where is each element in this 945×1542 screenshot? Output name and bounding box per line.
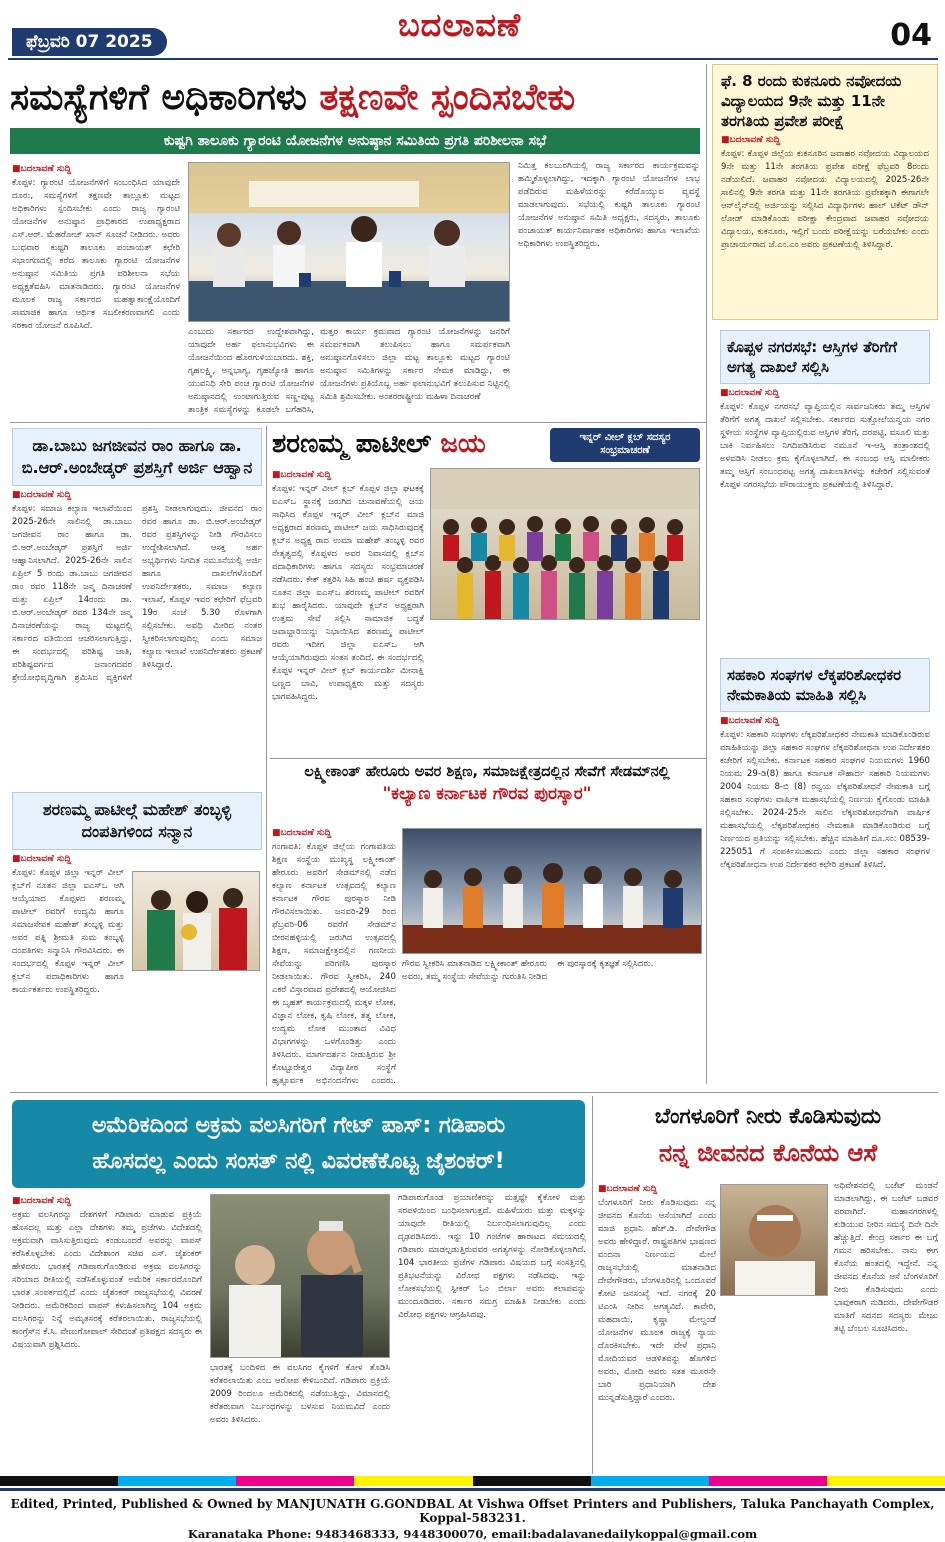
row-divider — [10, 1092, 938, 1093]
print-color-bar — [0, 1476, 945, 1486]
byline: ■ ಬದಲಾವಣೆ ಸುದ್ದಿ — [720, 388, 930, 398]
article-body: ಕೊಪ್ಪಳ: ಕೊಪ್ಪಳ ಜಿಲ್ಲೆಯ ಕುಕನೂರಿನ ಜವಾಹರ ನವೋದಯ ವಿದ್ಯಾಲಯದ 9ನೇ ಮತ್ತು 11ನೇ ತರಗತಿಯ ಪ್ರವೇಶ ಪರೀಕ್ಷೆ ಫೆಬ್ರವರಿ 8ರಂದು ನಡೆಯಲಿದೆ. ಜವಾಹರ ನವೋದಯ ವಿದ್ಯಾಲಯದಲ್ಲಿ 2025-26ನೇ ಸಾಲಿನಲ್ಲಿ 9ನೇ ತರಗತಿ ಮತ್ತು 11ನೇ ತರಗತಿಯ ಪ್ರವೇಶಕ್ಕಾಗಿ ಈಗಾಗಲೇ ಆನ್‌ಲೈನ್‌ನಲ್ಲಿ ಅರ್ಜಿಯನ್ನು ಸಲ್ಲಿಸಿದ ವಿದ್ಯಾರ್ಥಿಗಳು ಹಾಲ್ ಟಿಕೆಟ್ ಡೌನ್ ಲೋಡ್ ಮಾಡಿಕೊಂಡು ಪರೀಕ್ಷಾ ಕೇಂದ್ರವಾದ ಜವಾಹರ ನವೋದಯ ವಿದ್ಯಾಲಯ, ಕುಕನೂರು, ಇಲ್ಲಿಗೆ ಬಂದು ಪರೀಕ್ಷೆಯನ್ನು ಬರೆಯಬೇಕು ಎಂದು ಪ್ರಾಚಾರ್ಯರಾದ ಜೆ.ಎಂ.ಎಂ ಅವರು ಪ್ರಕಟಣೆಯಲ್ಲಿ ತಿಳಿಸಿದ್ದಾರೆ. — [721, 149, 929, 250]
navodaya-exam-article — [712, 64, 938, 320]
deportation-column-1 — [12, 1192, 202, 1474]
article-headline: ಡಾ.ಬಾಬು ಜಗಜೀವನ ರಾಂ ಹಾಗೂ ಡಾ. ಬಿ.ಆರ್.ಅಂಬೇಡ್ಕರ್ ಪ್ರಶಸ್ತಿಗೆ ಅರ್ಜಿ ಆಹ್ವಾನ — [12, 428, 262, 486]
byline: ■ ಬದಲಾವಣೆ ಸುದ್ದಿ — [12, 1196, 202, 1206]
water-headline-part-b: ನನ್ನ ಜೀವನದ ಕೊನೆಯ ಆಸೆ — [658, 1139, 878, 1167]
meeting-photo-illustration — [189, 163, 510, 322]
article-body: ಅಧಿವೇಶನದಲ್ಲಿ ಬಜೆಟ್ ಮಂಡನೆ ಮಾಡಲಾಗಿದ್ದು, ಈ ಬಜೆಟ್ ಬಡವರ ಪರವಾಗಿದೆ. ಮಹಾನಗರಗಳಲ್ಲಿ ಕುಡಿಯುವ ನೀರಿನ ಸಮಸ್ಯೆ ದಿನೇ ದಿನೇ ಹೆಚ್ಚುತ್ತಿದೆ. ಕೇಂದ್ರ ಸರ್ಕಾರ ಈ ಬಗ್ಗೆ ಗಮನ ಹರಿಸಬೇಕು. ನಾನು ಈಗ ಕೊನೆಯ ಹಂತದಲ್ಲಿ ಇದ್ದೇನೆ. ನನ್ನ ಜೀವನದ ಕೊನೆಯ ಆಸೆ ಬೆಂಗಳೂರಿಗೆ ನೀರು ಕೊಡಿಸುವುದು ಎಂದು ಭಾವುಕರಾಗಿ ನುಡಿದರು. ದೇವೇಗೌಡರ ಮಾತಿಗೆ ಸದನದ ಸದಸ್ಯರು ಮೇಜು ತಟ್ಟಿ ಬೆಂಬಲ ಸೂಚಿಸಿದರು. — [834, 1181, 938, 1334]
deportation-headline-part-b: ಹೊಸದಲ್ಲ ಎಂದು ಸಂಸತ್ ನಲ್ಲಿ ವಿವರಣೆಕೊಟ್ಟ ಜೈಶಂಕರ್! — [92, 1149, 505, 1174]
imprint-line-1: Edited, Printed, Published & Owned by MANJUNATH G.GONDBAL At Vishwa Offset Printers and Publishers, Taluka Panchayath Complex, Koppal-583231. — [10, 1497, 935, 1525]
article-body: ಗಡಿಪಾರುಗೊಂಡ ಪ್ರಯಾಣಿಕರನ್ನು ಮತ್ತಷ್ಟೇ ಕೈಕೋಳ ಮತ್ತು ಸರಪಳಿಯಿಂದ ಬಂಧಿಸಲಾಗುತ್ತದೆ. ಮಹಿಳೆಯರು ಮತ್ತು ಮಕ್ಕಳನ್ನು ಯಾವುದೇ ರೀತಿಯಲ್ಲಿ ನಿರ್ಬಂಧಿಸಲಾಗುವುದಿಲ್ಲ ಎಂದು ದೃಢಪಡಿಸಿದರು. ಇನ್ನು 10 ಗಂಟೆಗಳ ಹಾರಾಟದ ಸಮಯದಲ್ಲಿ ಗಡಿಪಾರು ಮಾಡಲ್ಪಡುತ್ತಿರುವವರ ಅಗತ್ಯಗಳನ್ನು ನೋಡಿಕೊಳ್ಳಲಾಗಿದೆ. 104 ಭಾರತೀಯ ಪ್ರಜೆಗಳ ಗಡಿಪಾರು ವಿಷಯದ ಬಗ್ಗೆ ಸಂಸತ್ತಿನಲ್ಲಿ ಪ್ರತಿಭಟನೆಯನ್ನು ವಿರೋಧ ಪಕ್ಷಗಳು ನಡೆಸಿದವು. ಇನ್ನು ಲೋಕಸಭೆಯಲ್ಲಿ ಸ್ಪೀಕರ್ ಓಂ ಬಿರ್ಲಾ ಅವರು ಕಲಾಪವನ್ನು ಮುಂದೂಡಿದರು. ಸರ್ಕಾರ ಸಮಗ್ರ ಮಾಹಿತಿ ನೀಡಬೇಕು ಎಂದು ವಿರೋಧ ಪಕ್ಷಗಳು ಆಗ್ರಹಿಸಿದವು. — [398, 1193, 586, 1320]
water-headline — [598, 1098, 938, 1178]
article-headline: ಶರಣಮ್ಮ ಪಾಟೀಲ್ಗೆ ಮಹೇಶ್ ತಂಬ್ಳಳ್ಳಿ ದಂಪತಿಗಳಿಂದ ಸನ್ಮಾನ — [12, 792, 262, 850]
imprint-footer — [0, 1488, 945, 1542]
article-body: ಕೊಪ್ಪಳ: ಇನ್ನರ್ ವೀಲ್ ಕ್ಲಬ್ ಕೊಪ್ಪಳ ಜಿಲ್ಲಾ ಘಟಕಕ್ಕೆ ಐಎಸ್‌ಒ ಸ್ಥಾನಕ್ಕೆ ಜರುಗಿದ ಚುನಾವಣೆಯಲ್ಲಿ ಜಯ ಸಾಧಿಸಿದ ಕೊಪ್ಪಳ ಇನ್ನರ್ ವೀಲ್ ಕ್ಲಬ್‌ನ ಮಾಜಿ ಅಧ್ಯಕ್ಷರಾದ ಶರಣಮ್ಮ ಪಾಟೀಲ್ ಜಯ ಸಾಧಿಸಿರುವುದಕ್ಕೆ ಕ್ಲಬ್‌ನ ಅಧ್ಯಕ್ಷ ರಾದ ಉಮಾ ಮಹೇಶ್ ತಂಬ್ಳಳ್ಳಿ ರವರ ನೇತೃತ್ವದಲ್ಲಿ ಕೊಪ್ಪಳದ ಅವರ ನಿವಾಸದಲ್ಲಿ ಕ್ಲಬ್‌ನ ಪದಾಧಿಕಾರಿಗಳು ಹಾಗೂ ಸದಸ್ಯರು ಸಂಭ್ರಮಾಚರಣೆ ನಡೆಸಿದರು. ಕೇಕ್ ಕತ್ತರಿಸಿ ಸಿಹಿ ಹಂಚಿ ಹರ್ಷ ವ್ಯಕ್ತಪಡಿಸಿ ನೂತನ ಜಿಲ್ಲಾ ಐಎಸ್‌ಒ ಶರಣಮ್ಮ ಪಾಟೀಲ್ ರವರಿಗೆ ಶುಭ ಹಾರೈಸಿದರು. ಯಾವುದೇ ಕ್ಲಬ್‌ನ ಅಧ್ಯಕ್ಷರಾಗಿ ಉತ್ತಮ ಸೇವೆ ಸಲ್ಲಿಸಿ ಸಾಮಾಜಿಕ ಬದ್ಧತೆ ಜವಾಬ್ದಾರಿಯನ್ನು ನಿಭಾಯಿಸಿದ ಶರಣಮ್ಮ ಪಾಟೀಲ್ ರವರು ಇದೀಗ ಜಿಲ್ಲಾ ಐಎಸ್‌ಒ ಆಗಿ ಆಯ್ಕೆಯಾಗಿರುವುದು ಸಂತಸ ತಂದಿದೆ. ಈ ಸಂದರ್ಭದಲ್ಲಿ ಕೊಪ್ಪಳ ಇನ್ನರ್ ವೀಲ್ ಕ್ಲಬ್ ಕಾರ್ಯದರ್ಶಿ ಮೀನಾಕ್ಷಿ ಬಣ್ಣದ ಬಾವಿ, ಉಪಾಧ್ಯಕ್ಷರು ಮತ್ತು ಸದಸ್ಯರು ಭಾಗವಹಿಸಿದ್ದರು. — [272, 484, 424, 702]
koppal-municipality-article — [712, 326, 938, 648]
row-divider — [270, 758, 706, 759]
article-body: ಗೌರವ ಸ್ವೀಕರಿಸಿ ಮಾತನಾಡಿದ ಲಕ್ಷ್ಮೀಕಾಂತ್ ಹೇರೂರು ಅವರು, ತಮ್ಮ ಸಂಸ್ಥೆಯ ಸೇವೆಯನ್ನು ಗುರುತಿಸಿ ನೀಡಿದ ಈ ಪುರಸ್ಕಾರಕ್ಕೆ ಕೃತಜ್ಞತೆ ಸಲ್ಲಿಸಿದರು. — [402, 959, 654, 982]
inner-wheel-column-1 — [272, 466, 424, 750]
lead-meeting-photo — [188, 162, 510, 322]
byline: ■ ಬದಲಾವಣೆ ಸುದ್ದಿ — [12, 164, 180, 174]
lakshmikant-column-1 — [272, 824, 396, 1086]
column-divider — [266, 426, 267, 1086]
row-divider — [10, 422, 706, 423]
column-divider — [706, 64, 707, 1084]
felicitation-article — [12, 792, 262, 1086]
byline: ■ ಬದಲಾವಣೆ ಸುದ್ದಿ — [12, 490, 262, 500]
jaishankar-parliament-photo — [210, 1194, 390, 1358]
inner-wheel-group-photo — [430, 468, 700, 620]
water-headline-part-a: ಬೆಂಗಳೂರಿಗೆ ನೀರು ಕೊಡಿಸುವುದು — [654, 1104, 882, 1128]
inner-wheel-headline-part-b: ಜಯ — [440, 429, 486, 459]
inner-wheel-headline-part-a: ಶರಣಮ್ಮ ಪಾಟೀಲ್ — [272, 429, 432, 459]
masthead — [8, 6, 938, 60]
deportation-column-3 — [398, 1192, 586, 1474]
paper-name-logo: ಬದಲಾವಣೆ — [398, 6, 522, 44]
award-ceremony-illustration — [403, 829, 702, 954]
byline: ■ ಬದಲಾವಣೆ ಸುದ್ದಿ — [721, 135, 929, 145]
felicitation-photo-illustration — [133, 872, 260, 971]
article-body: ಗಂಗಾವತಿ: ಕೊಪ್ಪಳ ಜಿಲ್ಲೆಯ ಗಂಗಾವತಿಯ ಶಿಕ್ಷಣ ಸಂಸ್ಥೆಯ ಮುಖ್ಯಸ್ಥ ಲಕ್ಷ್ಮೀಕಾಂತ್ ಹೇರೂರು ಅವರಿಗೆ ಸೇಡಮ್‌ನಲ್ಲಿ ನಡೆದ ಕಲ್ಯಾಣ ಕರ್ನಾಟಕ ಉತ್ಸವದಲ್ಲಿ ಕಲ್ಯಾಣ ಕರ್ನಾಟಕ ಗೌರವ ಪುರಸ್ಕಾರ ನೀಡಿ ಗೌರವಿಸಲಾಯಿತು. ಜನವರಿ-29 ರಿಂದ ಫೆಬ್ರವರಿ-06 ರವರೆಗೆ ಸೇಡಮ್‌ನ ಬೀರನಹಳ್ಳಿಯಲ್ಲಿ ಜರುಗಿದ ಉತ್ಸವದಲ್ಲಿ ಶಿಕ್ಷಣ, ಸಮಾಜಕ್ಷೇತ್ರದಲ್ಲಿನ ಗಣನೀಯ ಸೇವೆಯನ್ನು ಪರಿಗಣಿಸಿ ಪುರಸ್ಕಾರ ನೀಡಲಾಯಿತು. ಗೌರವ ಸ್ವೀಕರಿಸಿ, 240 ಎಕರೆ ವಿಸ್ತಾರವಾದ ಪ್ರದೇಶದಲ್ಲಿ ಆಯೋಜಿಸಿದ ಈ ಬೃಹತ್ ಕಾರ್ಯಕ್ರಮದಲ್ಲಿ ಮಕ್ಕಳ ಲೋಕ, ವಿಜ್ಞಾನ ಲೋಕ, ಕೃಷಿ ಲೋಕ, ತತ್ವ ಲೋಕ, ಉದ್ಯಮ ಲೋಕ ಮುಂತಾದ ವಿವಿಧ ವಿಭಾಗಗಳನ್ನು ಒಳಗೊಂಡಿತ್ತು ಎಂದು ತಿಳಿಸಿದರು. ಮಾರ್ಗದರ್ಶನ ನೀಡುತ್ತಿರುವ ಶ್ರೀ ಕೊಟ್ಟೂರೇಶ್ವರ ವಿದ್ಯಾಪೀಠ ಸಂಸ್ಥೆಗೆ ಹೃತ್ಪೂರ್ವಕ ಅಭಿನಂದನೆಗಳು ಎಂದರು. — [272, 842, 396, 1086]
lakshmikant-headline — [272, 762, 702, 820]
deportation-column-2 — [210, 1362, 390, 1474]
byline: ■ ಬದಲಾವಣೆ ಸುದ್ದಿ — [720, 716, 930, 726]
issue-date: ಫೆಬ್ರವರಿ 07 2025 — [12, 28, 167, 56]
water-column-2 — [834, 1180, 938, 1474]
article-body: ಕೊಪ್ಪಳ: ಸಹಕಾರಿ ಸಂಘಗಳು ಲೆಕ್ಕಪರಿಶೋಧಕರ ನೇಮಕಾತಿ ಮಾಡಿಕೊಂಡಿರುವ ಮಾಹಿತಿಯನ್ನು ಜಿಲ್ಲಾ ಸಹಕಾರ ಸಂಘಗಳ ಲೆಕ್ಕಪರಿಶೋಧನಾ ಉಪ ನಿರ್ದೇಶಕರ ಕಚೇರಿಗೆ ಸಲ್ಲಿಸಬೇಕು. ಕರ್ನಾಟಕ ಸಹಕಾರ ಸಂಘಗಳ ನಿಯಮಗಳು 1960 ನಿಯಮ 29-ಡಿ(8) ಹಾಗೂ ಕರ್ನಾಟಕ ಸೌಹಾರ್ದ ಸಹಕಾರಿ ನಿಯಮಗಳು 2004 ನಿಯಮ 8-ಬಿ (8) ರನ್ವಯ ಲೆಕ್ಕಪರಿಶೋಧನೆ ನೇಮಕಾತಿ ಬಗ್ಗೆ ಸಹಕಾರ ಸಂಘಗಳು ವಾರ್ಷಿಕ ಮಹಾಸಭೆಯಲ್ಲಿ ನಿರ್ಣಯ ಕೈಗೊಂಡು ಮಾಹಿತಿ ಸಲ್ಲಿಸಬೇಕು. 2024-25ನೇ ಸಾಲಿನ ಲೆಕ್ಕಪರಿಶೋಧನೆಗಾಗಿ ವಾರ್ಷಿಕ ಮಹಾಸಭೆಯಲ್ಲಿ ಲೆಕ್ಕಪರಿಶೋಧಕರ ನೇಮಕಾತಿ ಮಾಡಿಕೊಂಡಿರುವ ಬಗ್ಗೆ ನಿರ್ಣಯದ ಪ್ರತಿಯನ್ನು ಸಲ್ಲಿಸಬೇಕು. ಹೆಚ್ಚಿನ ಮಾಹಿತಿಗೆ ದೂ.ಸಂ: 08539-225051 ಗೆ ಸಂಪರ್ಕಿಸಬಹುದು ಎಂದು ಜಿಲ್ಲಾ ಸಹಕಾರ ಸಂಘಗಳ ಲೆಕ್ಕಪರಿಶೋಧನಾ ಉಪ ನಿರ್ದೇಶಕರ ಕಛೇರಿ ಪ್ರಕಟಣೆ ತಿಳಿಸಿದೆ. — [720, 730, 930, 870]
article-headline: ಸಹಕಾರಿ ಸಂಘಗಳ ಲೆಕ್ಕಪರಿಶೋಧಕರ ನೇಮಕಾತಿಯ ಮಾಹಿತಿ ಸಲ್ಲಿಸಿ — [720, 658, 930, 712]
article-body: ಬೆಂಗಳೂರಿಗೆ ನೀರು ಕೊಡಿಸುವುದು ನನ್ನ ಜೀವನದ ಕೊನೆಯ ಆಸೆಯಾಗಿದೆ ಎಂದು ಮಾಜಿ ಪ್ರಧಾನಿ ಹೆಚ್.ಡಿ. ದೇವೇಗೌಡ ಅವರು ಹೇಳಿದ್ದಾರೆ. ರಾಷ್ಟ್ರಪತಿಗಳ ಭಾಷಣದ ವಂದನಾ ನಿರ್ಣಯದ ಮೇಲೆ ರಾಜ್ಯಸಭೆಯಲ್ಲಿ ಮಾತನಾಡಿದ ದೇವೇಗೌಡರು, ಬೆಂಗಳೂರಿನಲ್ಲಿ ಒಂದೂವರೆ ಕೋಟಿ ಜನಸಂಖ್ಯೆ ಇದೆ. ನಗರಕ್ಕೆ 20 ಟಿಎಂಸಿ ನೀರಿನ ಅಗತ್ಯವಿದೆ. ಕಾವೇರಿ, ಮಹದಾಯಿ, ಕೃಷ್ಣಾ ಮೇಲ್ದಂಡೆ ಯೋಜನೆಗಳ ಮೂಲಕ ರಾಜ್ಯಕ್ಕೆ ನ್ಯಾಯ ದೊರಕಿಸಬೇಕು. ಇದೇ ವೇಳೆ ಪ್ರಧಾನಿ ಮೋದಿಯವರ ಆಡಳಿತವನ್ನು ಹೊಗಳಿದ ಅವರು, ಮೋದಿ ಅವರು ಸತತ ಮೂರನೇ ಬಾರಿ ಪ್ರಧಾನಿಯಾಗಿ ದೇಶ ಮುನ್ನಡೆಸುತ್ತಿದ್ದಾರೆ ಎಂದರು. — [598, 1198, 716, 1403]
article-body: ಕೊಪ್ಪಳ: ಸಮಾಜ ಕಲ್ಯಾಣ ಇಲಾಖೆಯಿಂದ 2025-26ನೇ ಸಾಲಿನಲ್ಲಿ ಡಾ.ಬಾಬು ಜಗಜೀವನ ರಾಂ ಹಾಗೂ ಡಾ. ಬಿ.ಆರ್.ಅಂಬೇಡ್ಕರ್ ಪ್ರಶಸ್ತಿಗೆ ಅರ್ಜಿ ಆಹ್ವಾನಿಸಲಾಗಿದೆ. 2025-26ನೇ ಸಾಲಿನ ಏಪ್ರಿಲ್ 5 ರಂದು ಡಾ.ಬಾಬು ಜಗಜೀವನ ರಾಂ ರವರ 118ನೇ ಜನ್ಮ ದಿನಾಚರಣೆ ಮತ್ತು ಏಪ್ರಿಲ್ 14ರಂದು ಡಾ. ಬಿ.ಆರ್.ಅಂಬೇಡ್ಕರ್ ರವರ 134ನೇ ಜನ್ಮ ದಿನಾಚರಣೆಯನ್ನು ರಾಜ್ಯ ಮಟ್ಟದಲ್ಲಿ ಸರ್ಕಾರದ ವತಿಯಿಂದ ಆಚರಿಸಲಾಗುತ್ತಿದ್ದು, ಈ ಸಂದರ್ಭದಲ್ಲಿ ಪರಿಶಿಷ್ಟ ಜಾತಿ, ಪರಿಶಿಷ್ಟವರ್ಗದ ಜನಾಂಗದವರ ಶ್ರೇಯೋಭಿವೃದ್ಧಿಗಾಗಿ ಶ್ರಮಿಸಿದ ವ್ಯಕ್ತಿಗಳಿಗೆ ಪ್ರಶಸ್ತಿ ನೀಡಲಾಗುವುದು. ಜೀವನದ ರಾಂ ರವರ ಹಾಗೂ ಡಾ. ಬಿ.ಆರ್.ಅಂಬೇಡ್ಕರ್ ರವರ ಪ್ರಶಸ್ತಿಗಳನ್ನು ನೀಡಿ ಗೌರವಿಸಲು ಉದ್ದೇಶಿಸಲಾಗಿದೆ. ಆಸಕ್ತ ಅರ್ಹ ಅಭ್ಯರ್ಥಿಗಳು ನಿಗದಿತ ನಮೂನೆಯಲ್ಲಿ ಅರ್ಜಿ ಹಾಗೂ ದಾಖಲೆಗಳೊಂದಿಗೆ ಉಪನಿರ್ದೇಶಕರು, ಸಮಾಜ ಕಲ್ಯಾಣ ಇಲಾಖೆ, ಕೊಪ್ಪಳ ಇವರ ಕಛೇರಿಗೆ ಫೆಬ್ರವರಿ 19ರ ಸಂಜೆ 5.30 ರೊಳಗಾಗಿ ಸಲ್ಲಿಸಬೇಕು. ಅವಧಿ ಮೀರಿದ ನಂತರ ಸ್ವೀಕರಿಸಲಾಗುವುದಿಲ್ಲ ಎಂದು ಸಮಾಜ ಕಲ್ಯಾಣ ಇಲಾಖೆ ಉಪನಿರ್ದೇಶಕರು ಪ್ರಕಟಣೆ ತಿಳಿಸಿದ್ದಾರೆ. — [12, 504, 262, 683]
article-headline: ಫೆ. 8 ರಂದು ಕುಕನೂರು ನವೋದಯ ವಿದ್ಯಾಲಯದ 9ನೇ ಮತ್ತು 11ನೇ ತರಗತಿಯ ಪ್ರವೇಶ ಪರೀಕ್ಷೆ — [721, 72, 902, 130]
page-number: 04 — [890, 18, 932, 53]
devegowda-photo-illustration — [721, 1185, 828, 1296]
lead-subheadline: ಕುಷ್ಟಗಿ ತಾಲೂಕು ಗ್ಯಾರಂಟಿ ಯೋಜನೆಗಳ ಅನುಷ್ಠಾನ ಸಮಿತಿಯ ಪ್ರಗತಿ ಪರಿಶೀಲನಾ ಸಭೆ — [10, 128, 700, 154]
article-body: ಮತ್ತರ ಕಾರ್ಯ ಕ್ರಮವಾದ ಗ್ಯಾರಂಟಿ ಯೋಜನೆಗಳನ್ನು ಜನರಿಗೆ ಸಮರ್ಪಕವಾಗಿ ತಲುಪಿಸಲು ಹಾಗೂ ಸಮರ್ಪಕವಾಗಿ ಅನುಷ್ಠಾನಗೊಳಿಸಲು ಜಿಲ್ಲಾ ಮಟ್ಟ ತಾಲ್ಲೂಕು ಮಟ್ಟದ ಗ್ಯಾರಂಟಿ ಅನುಷ್ಠಾನ ಸಮಿತಿಗಳನ್ನು ಸರ್ಕಾರ ನೇಮಕ ಮಾಡಿದ್ದು, ಈ ಯೋಜನೆಗಳು ಪ್ರತಿಯೊಬ್ಬ ಅರ್ಹ ಫಲಾನುಭವಿಗೆ ತಲುಪಿಸುವ ನಿಟ್ಟಿನಲ್ಲಿ ಸಮಿತಿ ಶ್ರಮಿಸಬೇಕು. ಅಂತರರಾಷ್ಟ್ರೀಯ ಮಹಿಳಾ ದಿನಾಚರಣೆ — [320, 327, 510, 402]
lead-column-3 — [320, 326, 510, 418]
inner-wheel-ribbon: ಇನ್ನರ್ ವೀಲ್ ಕ್ಲಬ್ ಸದಸ್ಯರ ಸಂಭ್ರಮಾಚರಣೆ — [550, 428, 700, 462]
article-body: ನಿಮಿತ್ತ ಕಲಬುರಗಿಯಲ್ಲಿ ರಾಜ್ಯ ಸರ್ಕಾರದ ಕಾರ್ಯಕ್ರಮವನ್ನು ಹಮ್ಮಿಕೊಳ್ಳಲಾಗಿದ್ದು, ಇದಕ್ಕಾಗಿ ಗ್ಯಾರಂಟಿ ಯೋಜನೆಗಳ ಲಾಭ ಪಡೆದಿರುವ ಮಹಿಳೆಯರನ್ನು ಕರೆದೊಯ್ಯುವ ವ್ಯವಸ್ಥೆ ಮಾಡಲಾಗುವುದು. ಸಭೆಯಲ್ಲಿ ಕುಷ್ಟಗಿ ತಾಲೂಕು ಗ್ಯಾರಂಟಿ ಯೋಜನೆಗಳ ಅನುಷ್ಠಾನ ಸಮಿತಿ ಅಧ್ಯಕ್ಷರು, ಸದಸ್ಯರು, ತಾಲೂಕು ಪಂಚಾಯತ್ ಕಾರ್ಯನಿರ್ವಾಹಕ ಅಧಿಕಾರಿಗಳು ಹಾಗೂ ಇಲಾಖೆಯ ಅಧಿಕಾರಿಗಳು ಉಪಸ್ಥಿತರಿದ್ದರು. — [518, 161, 700, 249]
award-application-article — [12, 428, 262, 786]
article-body: ಕೊಪ್ಪಳ: ಕೊಪ್ಪಳ ನಗರಸಭೆ ವ್ಯಾಪ್ತಿಯಲ್ಲಿನ ಸಾರ್ವಜನಿಕರು ತಮ್ಮ ಆಸ್ತಿಗಳ ತೆರಿಗೆಗೆ ಅಗತ್ಯ ದಾಖಲೆ ಸಲ್ಲಿಸಬೇಕು. ಸರ್ಕಾರದ ಸುತ್ತೋಲೆಯನ್ವಯ ನಗರ ಸ್ಥಳೀಯ ಸಂಸ್ಥೆಗಳ ವ್ಯಾಪ್ತಿಯಲ್ಲಿರುವ ಆಸ್ತಿಗಳ ತೆರಿಗೆ, ದರಪಟ್ಟಿ, ವಸೂಲಿ ಮತ್ತು ಬಾಕಿ ನಿರ್ವಹಿಸಲು ನಿಗದಿಪಡಿಸಿರುವ ನಮೂನೆ ಇ-ಆಸ್ತಿ ತಂತ್ರಾಂಶದಲ್ಲಿ ಅಳವಡಿಸಿ ನೀಡಲು ಕ್ರಮ ಕೈಗೊಳ್ಳಲಾಗಿದೆ. ಈ ಸಂಬಂಧ ಆಸ್ತಿ ಮಾಲೀಕರು ತಮ್ಮ ಆಸ್ತಿಗೆ ಸಂಬಂಧಪಟ್ಟ ಅಗತ್ಯ ದಾಖಲಾತಿಗಳನ್ನು ಕಚೇರಿಗೆ ಸಲ್ಲಿಸುವಂತೆ ಕೊಪ್ಪಳ ನಗರಸಭೆಯ ಪೌರಾಯುಕ್ತರು ಪ್ರಕಟಣೆಯಲ್ಲಿ ತಿಳಿಸಿದ್ದಾರೆ. — [720, 402, 930, 490]
article-body: ಎಂಬುದು ಸರ್ಕಾರದ ಉದ್ದೇಶವಾಗಿದ್ದು, ಯಾವುದೇ ಅರ್ಹ ಫಲಾನುಭವಿಗಳು ಈ ಯೋಜನೆಯಿಂದ ಹೊರಗುಳಿಯಬಾರದು. ಶಕ್ತಿ, ಗೃಹಲಕ್ಷ್ಮಿ, ಅನ್ನಭಾಗ್ಯ, ಗೃಹಜ್ಯೋತಿ ಹಾಗೂ ಯುವನಿಧಿ ಸೇರಿ ಪಂಚ ಗ್ಯಾರಂಟಿ ಯೋಜನೆಗಳ ಅನುಷ್ಠಾನದಲ್ಲಿ ಉಂಟಾಗುತ್ತಿರುವ ಸಣ್ಣ-ಪುಟ್ಟ ತಾಂತ್ರಿಕ ಸಮಸ್ಯೆಗಳನ್ನು ಕೂಡಲೇ ಬಗೆಹರಿಸಿ, — [188, 327, 314, 415]
lead-column-2 — [188, 326, 314, 418]
lead-headline — [10, 70, 700, 126]
byline: ■ ಬದಲಾವಣೆ ಸುದ್ದಿ — [272, 828, 396, 838]
felicitation-photo — [132, 871, 260, 971]
inner-wheel-headline — [272, 428, 542, 460]
lakshmikant-headline-part-a: ಲಕ್ಷ್ಮೀಕಾಂತ್ ಹೇರೂರು ಅವರ ಶಿಕ್ಷಣ, ಸಮಾಜಕ್ಷೇತ್ರದಲ್ಲಿನ ಸೇವೆಗೆ ಸೇಡಮ್‌ನಲ್ಲಿ — [304, 764, 670, 780]
article-body: ಅಕ್ರಮ ವಲಸಿಗರನ್ನು ದೇಶಗಳಿಗೆ ಗಡಿಪಾರು ಮಾಡುವ ಪ್ರಕ್ರಿಯೆ ಹೊಸದಲ್ಲ ಮತ್ತು ಎಲ್ಲಾ ದೇಶಗಳು ತಮ್ಮ ಪ್ರಜೆಗಳು ವಿದೇಶದಲ್ಲಿ ಅಕ್ರಮವಾಗಿ ವಾಸಿಸುತ್ತಿರುವುದು ಕಂಡುಬಂದರೆ ಅವರನ್ನು ವಾಪಸ್ ಕರೆಸಿಕೊಳ್ಳಬೇಕು ಎಂದು ವಿದೇಶಾಂಗ ಸಚಿವ ಎಸ್. ಜೈಶಂಕರ್ ಹೇಳಿದರು. ಭಾರತಕ್ಕೆ ಗಡಿಪಾರುಗೊಂಡಿರುವ ಅಕ್ರಮ ವಲಸಿಗರನ್ನು ಸರಿಯಾದ ರೀತಿಯಲ್ಲಿ ನಡೆಸಿಕೊಳ್ಳುವಂತೆ ಅಮೆರಿಕ ಸರ್ಕಾರದೊಂದಿಗೆ ಭಾರತ ಸಂಪರ್ಕದಲ್ಲಿದೆ ಎಂದು ಜೈಶಂಕರ್ ರಾಜ್ಯಸಭೆಯಲ್ಲಿ ವಿವರಣೆ ನೀಡಿದರು. ಅಮೆರಿಕದಿಂದ ವಾಪಸ್ ಕಳುಹಿಸಲಾಗಿದ್ದ 104 ಅಕ್ರಮ ವಲಸಿಗರನ್ನು ನಿನ್ನೆ ಅಮೃತಸರಕ್ಕೆ ಕರೆತರಲಾಯಿತು. ರಾಜ್ಯಸಭೆಯಲ್ಲಿ ಕಾಂಗ್ರೆಸ್‌ನ ಕೆ.ಸಿ. ವೇಣುಗೋಪಾಲ್ ಸೇರಿದಂತೆ ಪ್ರತಿಪಕ್ಷದ ಸದಸ್ಯರು ಈ ವಿಷಯವಾಗಿ ಪ್ರಶ್ನಿಸಿದರು. — [12, 1210, 202, 1350]
group-photo-illustration — [431, 469, 700, 620]
deportation-headline-part-a: ಅಮೆರಿಕದಿಂದ ಅಕ್ರಮ ವಲಸಿಗರಿಗೆ ಗೇಟ್ ಪಾಸ್: ಗಡಿಪಾರು — [91, 1113, 506, 1138]
imprint-line-2: Karanataka Phone: 9483468333, 9448300070, email:badalavanedailykoppal@gmail.com — [187, 1527, 758, 1541]
article-body: ಕೊಪ್ಪಳ: ಕೊಪ್ಪಳ ಜಿಲ್ಲಾ ಇನ್ನರ್ ವೀಲ್ ಕ್ಲಬ್‌ಗೆ ನೂತನ ಜಿಲ್ಲಾ ಐಎಸ್‌ಒ ಆಗಿ ಆಯ್ಕೆಯಾದ ಕೊಪ್ಪಳದ ಶರಣಮ್ಮ ಪಾಟೀಲ್ ರವರಿಗೆ ಉದ್ಯಮಿ ಹಾಗೂ ಸಮಾಜಸೇವಕ ಮಹೇಶ್ ತಂಬ್ಳಳ್ಳಿ ಮತ್ತು ಅವರ ಪತ್ನಿ ಶ್ರೀಮತಿ ಸುಮ ತಂಬ್ಳಳ್ಳಿ ದಂಪತಿಗಳು ಸನ್ಮಾನಿಸಿ ಗೌರವಿಸಿದರು. ಈ ಸಂದರ್ಭದಲ್ಲಿ ಕೊಪ್ಪಳ ಇನ್ನರ್ ವೀಲ್ ಕ್ಲಬ್‌ನ ಪದಾಧಿಕಾರಿಗಳು ಹಾಗೂ ಕಾರ್ಯಕರ್ತರು ಉಪಸ್ಥಿತರಿದ್ದರು. — [12, 868, 124, 995]
cooperative-audit-article — [712, 654, 938, 1086]
byline: ■ ಬದಲಾವಣೆ ಸುದ್ದಿ — [598, 1184, 716, 1194]
lead-column-4 — [518, 160, 700, 418]
column-divider — [592, 1096, 593, 1474]
lead-column-1 — [12, 160, 180, 418]
article-headline: ಕೊಪ್ಪಳ ನಗರಸಭೆ: ಆಸ್ತಿಗಳ ತೆರಿಗೆಗೆ ಅಗತ್ಯ ದಾಖಲೆ ಸಲ್ಲಿಸಿ — [720, 330, 930, 384]
article-body: ಕೊಪ್ಪಳ: ಗ್ಯಾರಂಟಿ ಯೋಜನೆಗಳಿಗೆ ಸಂಬಂಧಿಸಿದ ಯಾವುದೇ ದೂರು, ಸಮಸ್ಯೆಗಳಿಗೆ ತಕ್ಷಣವೇ ತಾಲ್ಲೂಕು ಮಟ್ಟದ ಅಧಿಕಾರಿಗಳು ಸ್ಪಂದಿಸಬೇಕು ಎಂದು ರಾಜ್ಯ ಗ್ಯಾರಂಟಿ ಯೋಜನೆಗಳ ಅನುಷ್ಠಾನ ಪ್ರಾಧಿಕಾರದ ಉಪಾಧ್ಯಕ್ಷರಾದ ಎಸ್.ಆರ್. ಮೆಹರೋಜ್ ಖಾನ್ ಸೂಚನೆ ನೀಡಿದರು. ಅವರು ಬುಧವಾರ ಕುಷ್ಟಗಿ ತಾಲೂಕು ಪಂಚಾಯತ್ ಕಛೇರಿ ಸಭಾಂಗಣದಲ್ಲಿ ಕರೆದ ತಾಲೂಕು ಗ್ಯಾರಂಟಿ ಯೋಜನೆಗಳ ಅನುಷ್ಠಾನ ಸಮಿತಿಯ ಪ್ರಗತಿ ಪರಿಶೀಲನಾ ಸಭೆಯ ಅಧ್ಯಕ್ಷತೆವಹಿಸಿ ಮಾತನಾಡಿದರು. ಗ್ಯಾರಂಟಿ ಯೋಜನೆಗಳ ಮೂಲಕ ರಾಜ್ಯ ಸರ್ಕಾರದ ಮಹತ್ವಾಕಾಂಕ್ಷೆಯೊಂದಿಗೆ ಸಾಮಾಜಿಕ ಹಾಗೂ ಆರ್ಥಿಕ ಸಬಲೀಕರಣವಾಗಲಿ ಎಂದು ಸರಕಾರ ಯೋಜನೆ ರೂಪಿಸಿದೆ. — [12, 178, 180, 331]
water-column-1 — [598, 1180, 716, 1474]
lead-headline-part-a: ಸಮಸ್ಯೆಗಳಿಗೆ ಅಧಿಕಾರಿಗಳು — [10, 77, 307, 118]
felicitation-body-wrap — [12, 867, 262, 1057]
parliament-photo-illustration — [211, 1195, 390, 1358]
byline: ■ ಬದಲಾವಣೆ ಸುದ್ದಿ — [12, 854, 262, 864]
byline: ■ ಬದಲಾವಣೆ ಸುದ್ದಿ — [272, 470, 424, 480]
devegowda-photo — [720, 1184, 828, 1296]
award-ceremony-photo — [402, 828, 702, 954]
lead-headline-part-b: ತಕ್ಷಣವೇ ಸ್ಪಂದಿಸಬೇಕು — [319, 77, 576, 118]
article-body: ಭಾರತಕ್ಕೆ ಬಂದಿಳಿದ ಈ ವಲಸಿಗರ ಕೈಗಳಿಗೆ ಕೋಳ ತೊಡಿಸಿ ಕರೆತರಲಾಯಿತು ಎಂಬ ಆರೋಪ ಕೇಳಿಬಂದಿದೆ. ಗಡಿಪಾರು ಪ್ರಕ್ರಿಯೆ 2009 ರಿಂದಲೂ ಅಮೆರಿಕದಲ್ಲಿ ನಡೆಯುತ್ತಿದ್ದು, ವಿಮಾನದಲ್ಲಿ ಕರೆತರುವಾಗ ನಿರ್ಬಂಧಗಳನ್ನು ಬಳಸುವ ನಿಯಮವಿದೆ ಎಂದು ಅವರು ತಿಳಿಸಿದರು. — [210, 1363, 390, 1425]
lakshmikant-column-2 — [402, 958, 702, 1086]
deportation-headline-band — [12, 1100, 585, 1188]
lakshmikant-headline-part-b: "ಕಲ್ಯಾಣ ಕರ್ನಾಟಕ ಗೌರವ ಪುರಸ್ಕಾರ" — [382, 784, 592, 804]
